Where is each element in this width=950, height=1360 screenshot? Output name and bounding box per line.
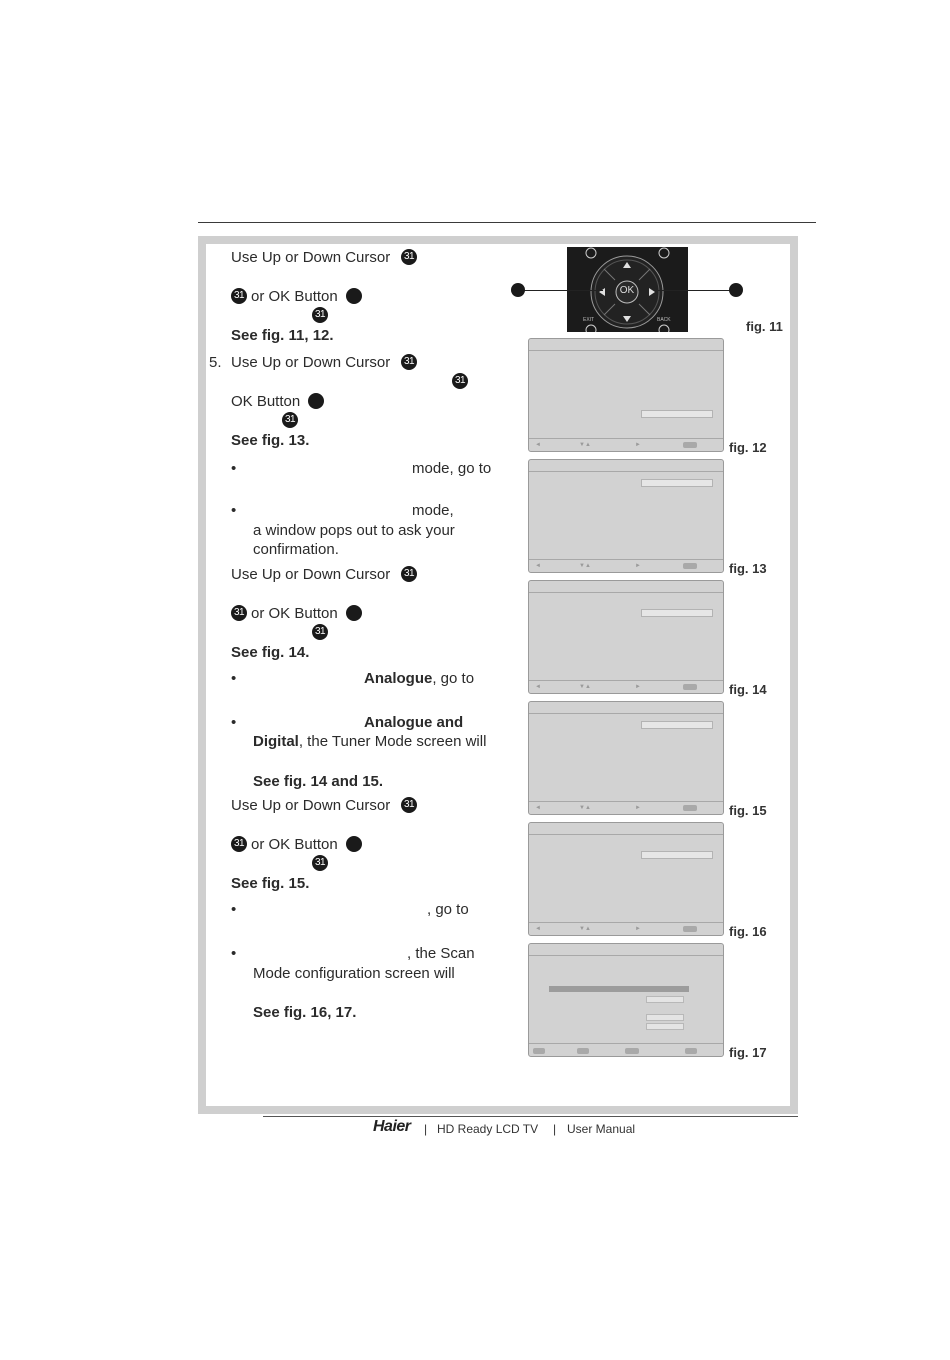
button-31-badge: 31: [231, 836, 247, 852]
ok-label: OK: [619, 285, 635, 296]
text-bullet-2-line2: a window pops out to ask your: [253, 522, 455, 539]
text-see-fig: See fig. 11, 12.: [231, 327, 334, 344]
text-use-up-down: Use Up or Down Cursor: [231, 249, 391, 266]
button-31-badge: 31: [452, 373, 468, 389]
text-bullet-4: Analogue and: [364, 714, 464, 731]
text-bullet-2-line3: confirmation.: [253, 541, 339, 558]
text-or-ok: or OK Button: [251, 288, 338, 305]
button-dot-icon: [308, 393, 324, 409]
fig-caption: fig. 17: [729, 1045, 767, 1060]
button-dot-icon: [346, 836, 362, 852]
button-dot-icon: [346, 605, 362, 621]
text-use-up-down: Use Up or Down Cursor: [231, 354, 391, 371]
bullet: •: [231, 670, 237, 687]
button-31-badge: 31: [401, 797, 417, 813]
screen-fig17: [528, 943, 724, 1057]
step-number: 5.: [209, 354, 222, 371]
text-see-fig: See fig. 16, 17.: [253, 1004, 357, 1021]
button-31-badge: 31: [312, 855, 328, 871]
fig-caption: fig. 13: [729, 561, 767, 576]
text-use-up-down: Use Up or Down Cursor: [231, 797, 391, 814]
bullet: •: [231, 901, 237, 918]
text-bullet-2: mode,: [412, 502, 454, 519]
screen-fig14: ◄ ▼▲ ►: [528, 580, 724, 694]
text-or-ok: or OK Button: [251, 605, 338, 622]
text-see-fig: See fig. 15.: [231, 875, 310, 892]
button-31-badge: 31: [401, 354, 417, 370]
brand-logo: Haier: [373, 1118, 411, 1135]
button-31-badge: 31: [401, 566, 417, 582]
screen-fig15: ◄ ▼▲ ►: [528, 701, 724, 815]
top-rule: [198, 222, 816, 223]
fig-caption: fig. 12: [729, 440, 767, 455]
text-ok-button: OK Button: [231, 393, 301, 410]
bullet: •: [231, 714, 237, 731]
callout-line-left: [524, 290, 603, 291]
text-bullet-5: , go to: [427, 901, 469, 918]
fig-caption: fig. 11: [746, 319, 783, 334]
footer-rule: [263, 1116, 798, 1117]
back-label: BACK: [657, 317, 671, 323]
text-bullet-6: , the Scan: [407, 945, 475, 962]
footer-doc: User Manual: [567, 1122, 636, 1136]
text-see-fig: See fig. 14.: [231, 644, 310, 661]
fig-caption: fig. 15: [729, 803, 767, 818]
button-31-badge: 31: [312, 624, 328, 640]
callout-dot-right-icon: [729, 283, 743, 297]
exit-label: EXIT: [583, 317, 595, 323]
button-31-badge: 31: [401, 249, 417, 265]
button-31-badge: 31: [282, 412, 298, 428]
callout-dot-left-icon: [511, 283, 525, 297]
text-see-fig: See fig. 13.: [231, 432, 310, 449]
fig-caption: fig. 14: [729, 682, 767, 697]
footer-separator: |: [553, 1122, 557, 1136]
text-see-fig: See fig. 14 and 15.: [253, 773, 384, 790]
button-31-badge: 31: [312, 307, 328, 323]
callout-line-right: [655, 290, 731, 291]
bullet: •: [231, 502, 237, 519]
screen-fig13: ◄ ▼▲ ►: [528, 459, 724, 573]
bullet: •: [231, 460, 237, 477]
fig-caption: fig. 16: [729, 924, 767, 939]
text-use-up-down: Use Up or Down Cursor: [231, 566, 391, 583]
button-31-badge: 31: [231, 288, 247, 304]
screen-fig16: ◄ ▼▲ ►: [528, 822, 724, 936]
footer-separator: |: [424, 1122, 428, 1136]
footer-product: HD Ready LCD TV: [437, 1122, 539, 1136]
button-31-badge: 31: [231, 605, 247, 621]
text-or-ok: or OK Button: [251, 836, 338, 853]
text-bullet-3: Analogue, go to: [364, 670, 475, 687]
text-bullet-1: mode, go to: [412, 460, 492, 477]
button-dot-icon: [346, 288, 362, 304]
text-bullet-4-line2: Digital, the Tuner Mode screen will: [253, 733, 487, 750]
text-bullet-6-line2: Mode configuration screen will: [253, 965, 455, 982]
bullet: •: [231, 945, 237, 962]
screen-fig12: ◄ ▼▲ ►: [528, 338, 724, 452]
